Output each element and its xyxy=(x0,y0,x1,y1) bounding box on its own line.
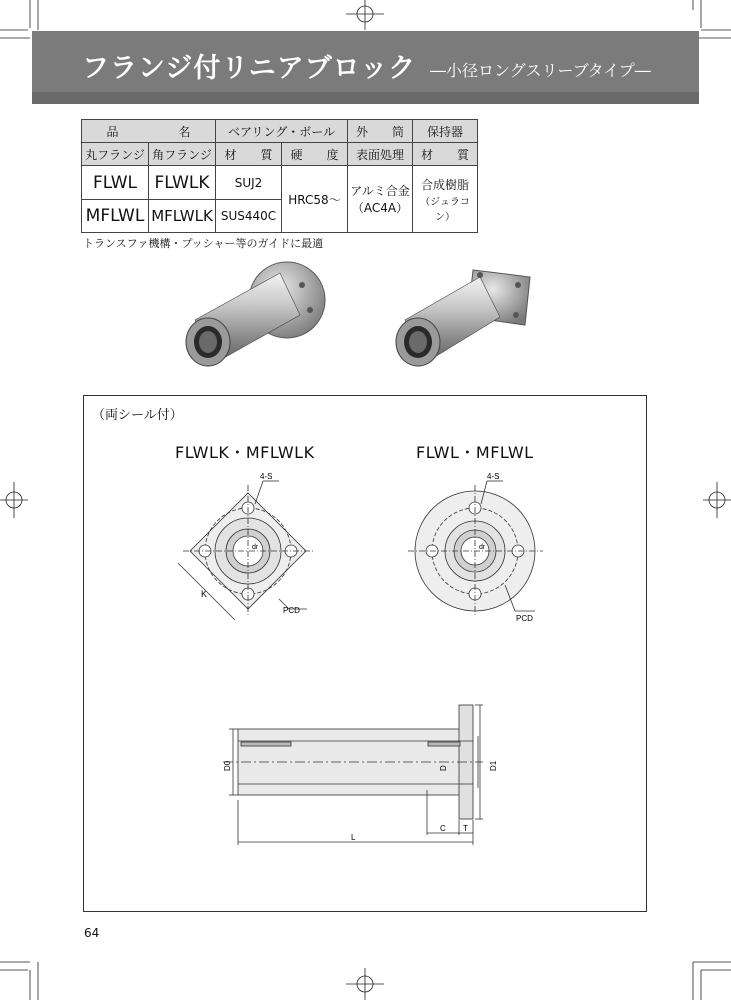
d-label: D xyxy=(439,765,448,771)
row1-round: FLWL xyxy=(82,166,149,200)
spec-table xyxy=(81,119,478,233)
d0-label: D0 xyxy=(223,760,232,771)
row2-square: MFLWLK xyxy=(149,200,216,233)
surface-line2: （AC4A） xyxy=(351,201,409,215)
usage-note: トランスファ機構・プッシャー等のガイドに最適 xyxy=(83,237,324,250)
l-label: L xyxy=(351,833,356,842)
retainer-line2: （ジュラコン） xyxy=(420,196,470,223)
model-square-label: FLWLK・MFLWLK xyxy=(175,443,315,462)
pcd-label-square: PCD xyxy=(283,606,300,615)
sub-material2: 材 質 xyxy=(413,143,478,166)
registration-mark-right xyxy=(703,482,731,518)
product-photos xyxy=(150,255,570,385)
hardness-cell: HRC58～ xyxy=(282,166,348,233)
hole-label-round: 4-S xyxy=(487,472,500,481)
sub-material: 材 質 xyxy=(216,143,282,166)
surface-line1: アルミ合金 xyxy=(350,184,410,198)
hdr-retainer: 保持器 xyxy=(413,120,478,143)
surface-cell xyxy=(348,166,413,233)
k-label: K xyxy=(201,589,208,599)
registration-mark-top xyxy=(346,0,384,30)
square-flange-photo xyxy=(396,270,530,366)
sub-hardness: 硬 度 xyxy=(282,143,348,166)
registration-mark-bottom xyxy=(346,968,384,1000)
header-band xyxy=(32,92,699,104)
round-flange-photo xyxy=(186,262,325,366)
sub-surface: 表面処理 xyxy=(348,143,413,166)
dr-label-square: dr xyxy=(252,544,259,551)
page-title: フランジ付リニアブロック xyxy=(82,53,417,84)
page-subtitle: ―小径ロングスリーブタイプ― xyxy=(430,61,651,80)
t-label: T xyxy=(463,824,468,833)
technical-drawing xyxy=(83,395,645,910)
row2-material: SUS440C xyxy=(216,200,282,233)
registration-mark-left xyxy=(0,482,28,518)
square-flange-front-view xyxy=(178,481,313,620)
round-flange-front-view xyxy=(408,481,543,617)
retainer-cell xyxy=(413,166,478,233)
row2-round: MFLWL xyxy=(82,200,149,233)
page-number: 64 xyxy=(84,926,100,940)
sub-square: 角フランジ xyxy=(149,143,216,166)
model-round-label: FLWL・MFLWL xyxy=(416,443,534,462)
panel-label: （両シール付） xyxy=(92,408,183,423)
pcd-label-round: PCD xyxy=(516,614,533,623)
dr-label-round: dr xyxy=(479,544,486,551)
d1-label: D1 xyxy=(489,760,498,771)
row1-square: FLWLK xyxy=(149,166,216,200)
hdr-bearing: ベアリング・ボール xyxy=(216,120,348,143)
hdr-outer: 外 筒 xyxy=(348,120,413,143)
hole-label-square: 4-S xyxy=(260,472,273,481)
row1-material: SUJ2 xyxy=(216,166,282,200)
c-label: C xyxy=(440,824,446,833)
retainer-line1: 合成樹脂 xyxy=(420,177,469,192)
sub-round: 丸フランジ xyxy=(82,143,149,166)
hdr-name: 品 名 xyxy=(82,120,216,143)
